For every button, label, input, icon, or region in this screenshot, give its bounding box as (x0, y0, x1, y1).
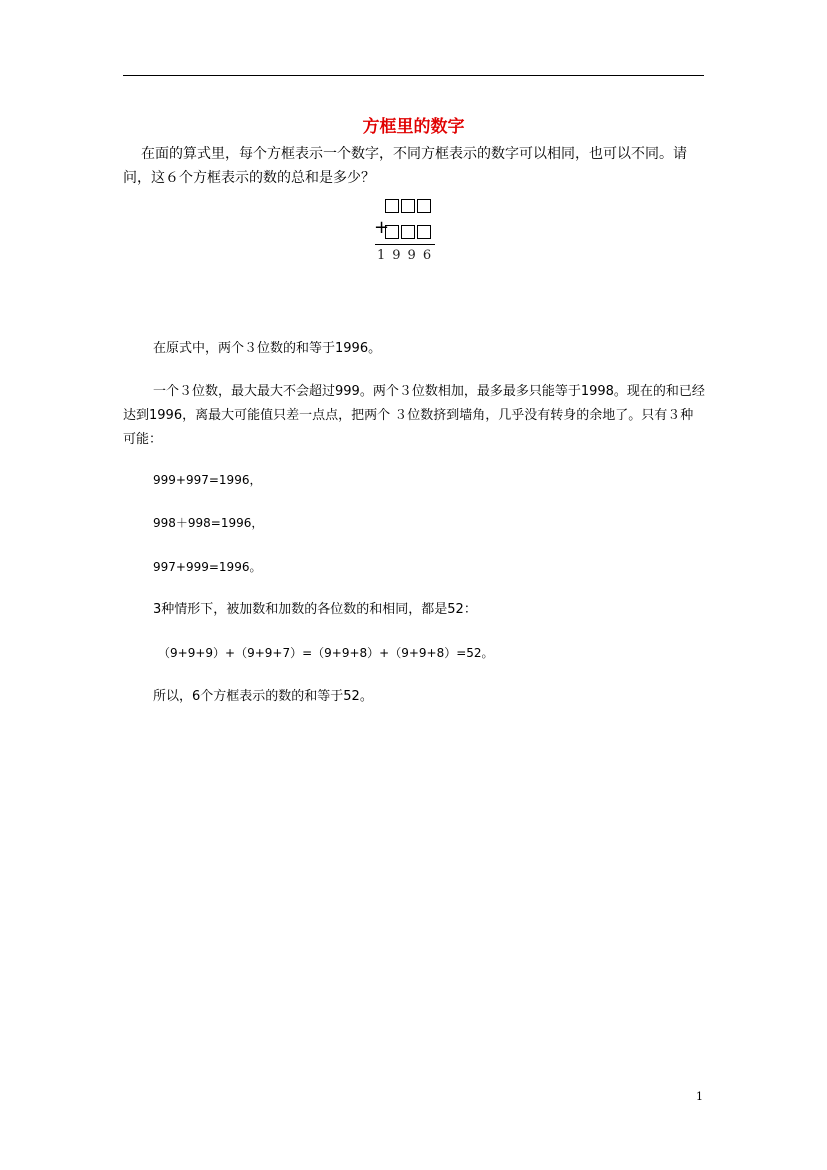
header-rule (123, 75, 704, 76)
equation: 997+999=1996。 (153, 560, 262, 574)
digit-box (385, 199, 399, 213)
sum-result: 1996 (377, 248, 439, 263)
plus-sign: + (374, 217, 390, 238)
equation: （9+9+9）+（9+9+7）=（9+9+8）+（9+9+8）=52。 (158, 646, 494, 660)
addend-boxes (385, 199, 431, 213)
addition-figure (373, 196, 437, 266)
page-title: 方框里的数字 (362, 117, 465, 137)
paragraph: 一个３位数，最大最大不会超过999。两个３位数相加，最多最多只能等于1998。现在的和已经达到1996，离最大可能值只差一点点，把两个 ３位数挤到墙角，几乎没有转身的余地了。只有３种可能： (123, 384, 705, 447)
sum-line (375, 244, 435, 245)
paragraph: 所以，6个方框表示的数的和等于52。 (153, 689, 373, 704)
digit-box (385, 225, 399, 239)
equation: 999+997=1996， (153, 473, 262, 487)
digit-box (401, 225, 415, 239)
equation: 998＋998=1996， (153, 516, 264, 530)
digit-box (417, 199, 431, 213)
page-number: 1 (696, 1090, 703, 1103)
digit-box (417, 225, 431, 239)
paragraph: 3种情形下，被加数和加数的各位数的和相同，都是52： (153, 602, 477, 617)
problem-statement: 在面的算式里，每个方框表示一个数字，不同方框表示的数字可以相同，也可以不同。请问，这６个方框表示的数的总和是多少？ (123, 146, 687, 186)
addend-boxes (385, 225, 431, 239)
paragraph: 在原式中，两个３位数的和等于1996。 (153, 341, 382, 356)
digit-box (401, 199, 415, 213)
